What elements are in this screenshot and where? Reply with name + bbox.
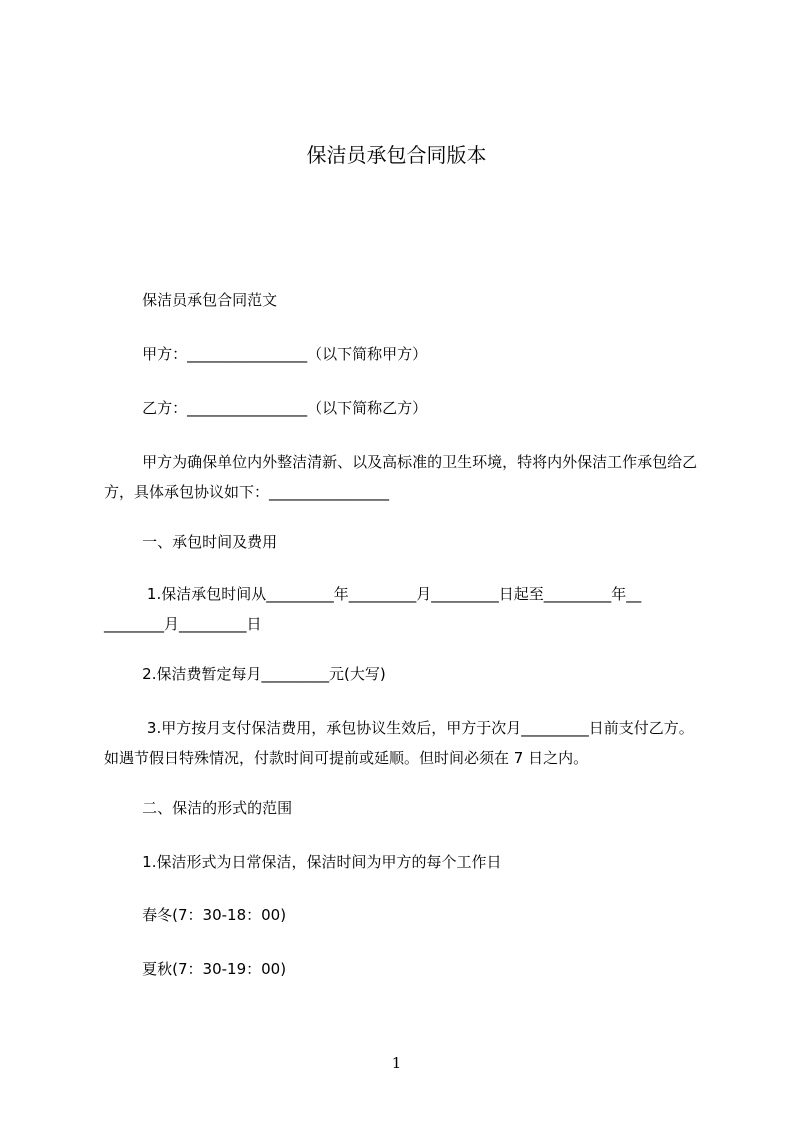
section-heading-time-fees: 一、承包时间及费用: [104, 533, 278, 551]
clause-scope-1: 1.保洁形式为日常保洁，保洁时间为甲方的每个工作日: [104, 853, 502, 871]
section-heading-scope: 二、保洁的形式的范围: [104, 799, 293, 817]
clause-1-term: 1.保洁承包时间从_________年_________月_________日起至_________年__ ________月_________日: [104, 585, 647, 633]
schedule-summer-autumn: 夏秋(7：30-19：00): [104, 960, 287, 978]
clause-2-fee: 2.保洁费暂定每月_________元(大写): [104, 665, 386, 683]
document-title: 保洁员承包合同版本: [306, 143, 487, 167]
clause-3-payment: 3.甲方按月支付保洁费用，承包协议生效后，甲方于次月_________日前支付乙方。如遇节假日特殊情况，付款时间可提前或延顺。但时间必须在 7 日之内。: [104, 719, 694, 767]
schedule-winter-spring: 春冬(7：30-18：00): [104, 906, 287, 924]
paragraph-party-a: 甲方：________________（以下简称甲方）: [104, 345, 428, 363]
paragraph-party-b: 乙方：________________（以下简称乙方）: [104, 399, 428, 417]
paragraph-heading: 保洁员承包合同范文: [104, 291, 278, 309]
paragraph-intro: 甲方为确保单位内外整洁清新、以及高标准的卫生环境，特将内外保洁工作承包给乙方，具体承包协议如下：________________: [104, 453, 698, 501]
page-number: 1: [391, 1054, 402, 1072]
